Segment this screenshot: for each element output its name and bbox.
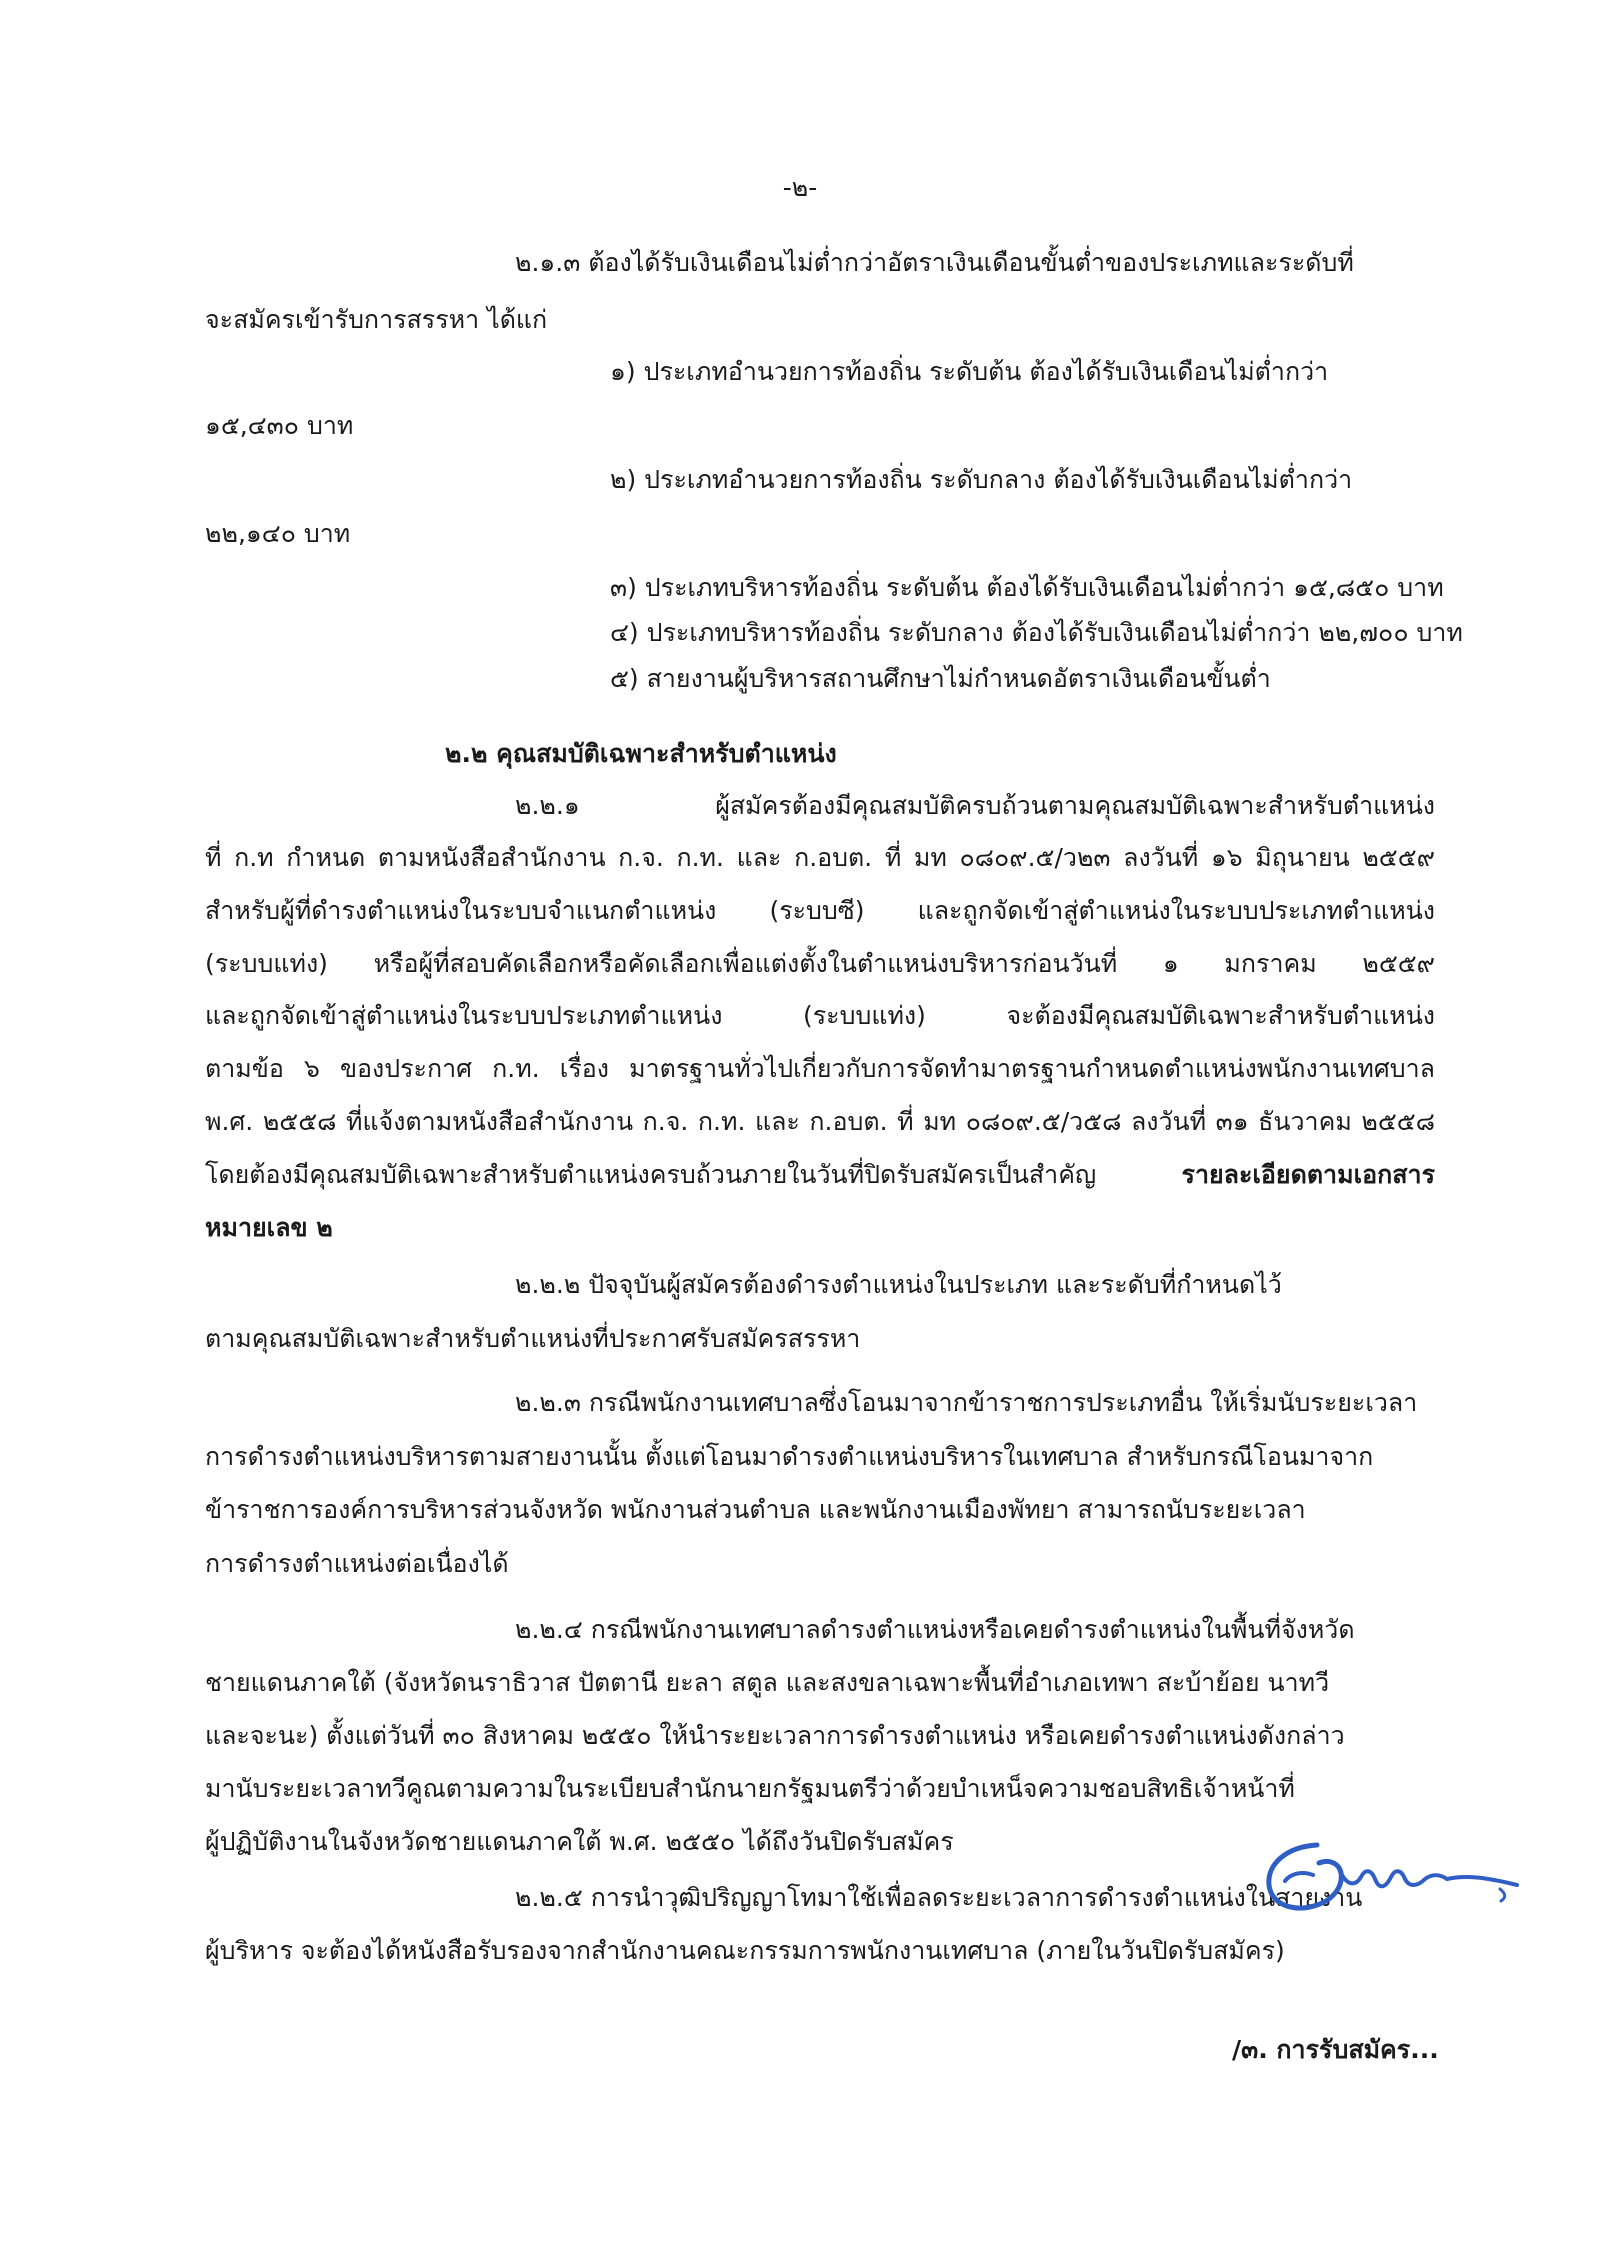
word: ตามข้อ [205,1054,284,1083]
salary-item-3: ๓) ประเภทบริหารท้องถิ่น ระดับต้น ต้องได้รับเงินเดือนไม่ต่ำกว่า ๑๕,๘๕๐ บาท [610,573,1444,602]
word: ก.ท [234,843,274,872]
word: (ระบบซี) [769,896,865,925]
word: และ [736,843,782,872]
salary-item-2-line-2: ๒๒,๑๔๐ บาท [205,519,351,548]
word: ๒.๒.๑ [515,791,580,820]
paragraph-2-2-1-line [205,898,1435,923]
salary-item-1-line-2: ๑๕,๔๓๐ บาท [205,411,354,440]
paragraph-2-2-1-line [205,845,1435,870]
word: ก.จ. [642,1107,689,1136]
word: ที่ [897,1107,914,1136]
word: ที่ [205,843,222,872]
word: ก.ท. [492,1054,540,1083]
word: มกราคม [1224,949,1317,978]
word: ผู้สมัครต้องมีคุณสมบัติครบถ้วนตามคุณสมบัติเฉพาะสำหรับตำแหน่ง [715,791,1435,820]
section-2-2-heading: ๒.๒ คุณสมบัติเฉพาะสำหรับตำแหน่ง [445,739,837,768]
paragraph-2-2-2-line: ๒.๒.๒ ปัจจุบันผู้สมัครต้องดำรงตำแหน่งในประเภท และระดับที่กำหนดไว้ [515,1270,1282,1299]
word: ๑๖ [1210,843,1243,872]
word: พ.ศ. [205,1107,254,1136]
paragraph-2-2-2-line: ตามคุณสมบัติเฉพาะสำหรับตำแหน่งที่ประกาศรับสมัครสรรหา [205,1324,861,1353]
word: และ [754,1107,800,1136]
word: ลงวันที่ [1130,1107,1207,1136]
word: ตามหนังสือสำนักงาน [377,843,606,872]
word: จะต้องมีคุณสมบัติเฉพาะสำหรับตำแหน่ง [1006,1001,1435,1030]
word: ๒๕๕๙ [1362,949,1435,978]
word: ๐๘๐๙.๕/ว๕๘ [965,1107,1122,1136]
word: มิถุนายน [1255,843,1350,872]
word: มท [913,843,947,872]
signature-strokes [1269,1845,1517,1908]
word: ๒๕๕๘ [262,1107,337,1136]
word: และถูกจัดเข้าสู่ตำแหน่งในระบบประเภทตำแหน่ง [917,896,1435,925]
paragraph-2-2-1-line [205,1109,1435,1134]
salary-item-1-line-1: ๑) ประเภทอำนวยการท้องถิ่น ระดับต้น ต้องได้รับเงินเดือนไม่ต่ำกว่า [610,357,1329,386]
word: ก.อบต. [794,843,873,872]
paragraph-2-2-1-line [515,793,1435,818]
word: ที่แจ้งตามหนังสือสำนักงาน [345,1107,634,1136]
word: เรื่อง [559,1054,609,1083]
page-number: -๒- [782,173,818,202]
word: มท [923,1107,957,1136]
word: ของประกาศ [339,1054,473,1083]
salary-item-5: ๕) สายงานผู้บริหารสถานศึกษาไม่กำหนดอัตราเงินเดือนขั้นต่ำ [610,664,1271,693]
word: (ระบบแท่ง) [205,949,328,978]
word: ๖ [303,1054,320,1083]
word: ก.ท. [676,843,724,872]
word: ธันวาคม [1258,1107,1352,1136]
signature-mark [1255,1805,1525,1935]
word: มาตรฐานทั่วไปเกี่ยวกับการจัดทำมาตรฐานกำหนดตำแหน่งพนักงานเทศบาล [629,1054,1435,1083]
paragraph-2-2-4-line: มานับระยะเวลาทวีคูณตามความในระเบียบสำนักนายกรัฐมนตรีว่าด้วยบำเหน็จความชอบสิทธิเจ้าหน้าที่ [205,1774,1295,1803]
paragraph-2-2-1-line [205,1056,1435,1081]
word: ก.อบต. [809,1107,888,1136]
paragraph-2-2-3-line: ข้าราชการองค์การบริหารส่วนจังหวัด พนักงานส่วนตำบล และพนักงานเมืองพัทยา สามารถนับระยะเวลา [205,1495,1306,1524]
paragraph-2-2-4-line: และจะนะ) ตั้งแต่วันที่ ๓๐ สิงหาคม ๒๕๕๐ ให้นำระยะเวลาการดำรงตำแหน่ง หรือเคยดำรงตำแหน่งดังกล่าว [205,1721,1345,1750]
word: ๓๑ [1215,1107,1249,1136]
word: หรือผู้ที่สอบคัดเลือกหรือคัดเลือกเพื่อแต่งตั้งในตำแหน่งบริหารก่อนวันที่ [373,949,1118,978]
word: ที่ [884,843,902,872]
paragraph-2-2-4-line: ผู้ปฏิบัติงานในจังหวัดชายแดนภาคใต้ พ.ศ. ๒๕๕๐ ได้ถึงวันปิดรับสมัคร [205,1827,954,1856]
word: รายละเอียดตามเอกสาร [1181,1160,1435,1189]
paragraph-2-2-5-line: ผู้บริหาร จะต้องได้หนังสือรับรองจากสำนักงานคณะกรรมการพนักงานเทศบาล (ภายในวันปิดรับสมัคร) [205,1936,1285,1965]
salary-item-2-line-1: ๒) ประเภทอำนวยการท้องถิ่น ระดับกลาง ต้องได้รับเงินเดือนไม่ต่ำกว่า [610,465,1353,494]
paragraph-2-2-1-line [205,1003,1435,1028]
word: (ระบบแท่ง) [802,1001,926,1030]
paragraph-2-2-1-line [205,1162,1435,1187]
salary-requirement-line-1: ๒.๑.๓ ต้องได้รับเงินเดือนไม่ต่ำกว่าอัตราเงินเดือนขั้นต่ำของประเภทและระดับที่ [515,248,1354,277]
word: กำหนด [286,843,366,872]
paragraph-2-2-3-line: การดำรงตำแหน่งบริหารตามสายงานนั้น ตั้งแต่โอนมาดำรงตำแหน่งบริหารในเทศบาล สำหรับกรณีโอนมาจาก [205,1442,1374,1471]
word: สำหรับผู้ที่ดำรงตำแหน่งในระบบจำแนกตำแหน่ง [205,896,717,925]
word: โดยต้องมีคุณสมบัติเฉพาะสำหรับตำแหน่งครบถ้วนภายในวันที่ปิดรับสมัครเป็นสำคัญ [205,1160,1097,1189]
paragraph-2-2-4-line: ชายแดนภาคใต้ (จังหวัดนราธิวาส ปัตตานี ยะลา สตูล และสงขลาเฉพาะพื้นที่อำเภอเทพา สะบ้าย้อย นาทวี [205,1668,1330,1697]
paragraph-2-2-3-line: การดำรงตำแหน่งต่อเนื่องได้ [205,1549,509,1578]
word: ลงวันที่ [1123,843,1199,872]
paragraph-2-2-3-line: ๒.๒.๓ กรณีพนักงานเทศบาลซึ่งโอนมาจากข้าราชการประเภทอื่น ให้เริ่มนับระยะเวลา [515,1388,1418,1417]
paragraph-2-2-4-line: ๒.๒.๔ กรณีพนักงานเทศบาลดำรงตำแหน่งหรือเคยดำรงตำแหน่งในพื้นที่จังหวัด [515,1615,1355,1644]
salary-requirement-line-2: จะสมัครเข้ารับการสรรหา ได้แก่ [205,305,548,334]
word: ๒๕๕๙ [1362,843,1435,872]
paragraph-2-2-1-line [205,951,1435,976]
word: และถูกจัดเข้าสู่ตำแหน่งในระบบประเภทตำแหน่ง [205,1001,723,1030]
salary-item-4: ๔) ประเภทบริหารท้องถิ่น ระดับกลาง ต้องได้รับเงินเดือนไม่ต่ำกว่า ๒๒,๗๐๐ บาท [610,618,1463,647]
document-reference-bold-cont: หมายเลข ๒ [205,1213,333,1242]
word: ๑ [1162,949,1179,978]
word: ก.ท. [697,1107,746,1136]
continuation-note: /๓. การรับสมัคร... [1232,2035,1439,2064]
word: ๒๕๕๘ [1361,1107,1435,1136]
word: ก.จ. [618,843,664,872]
paragraph-2-2-5-line: ๒.๒.๕ การนำวุฒิปริญญาโทมาใช้เพื่อลดระยะเวลาการดำรงตำแหน่งในสายงาน [515,1883,1363,1912]
word: ๐๘๐๙.๕/ว๒๓ [959,843,1111,872]
